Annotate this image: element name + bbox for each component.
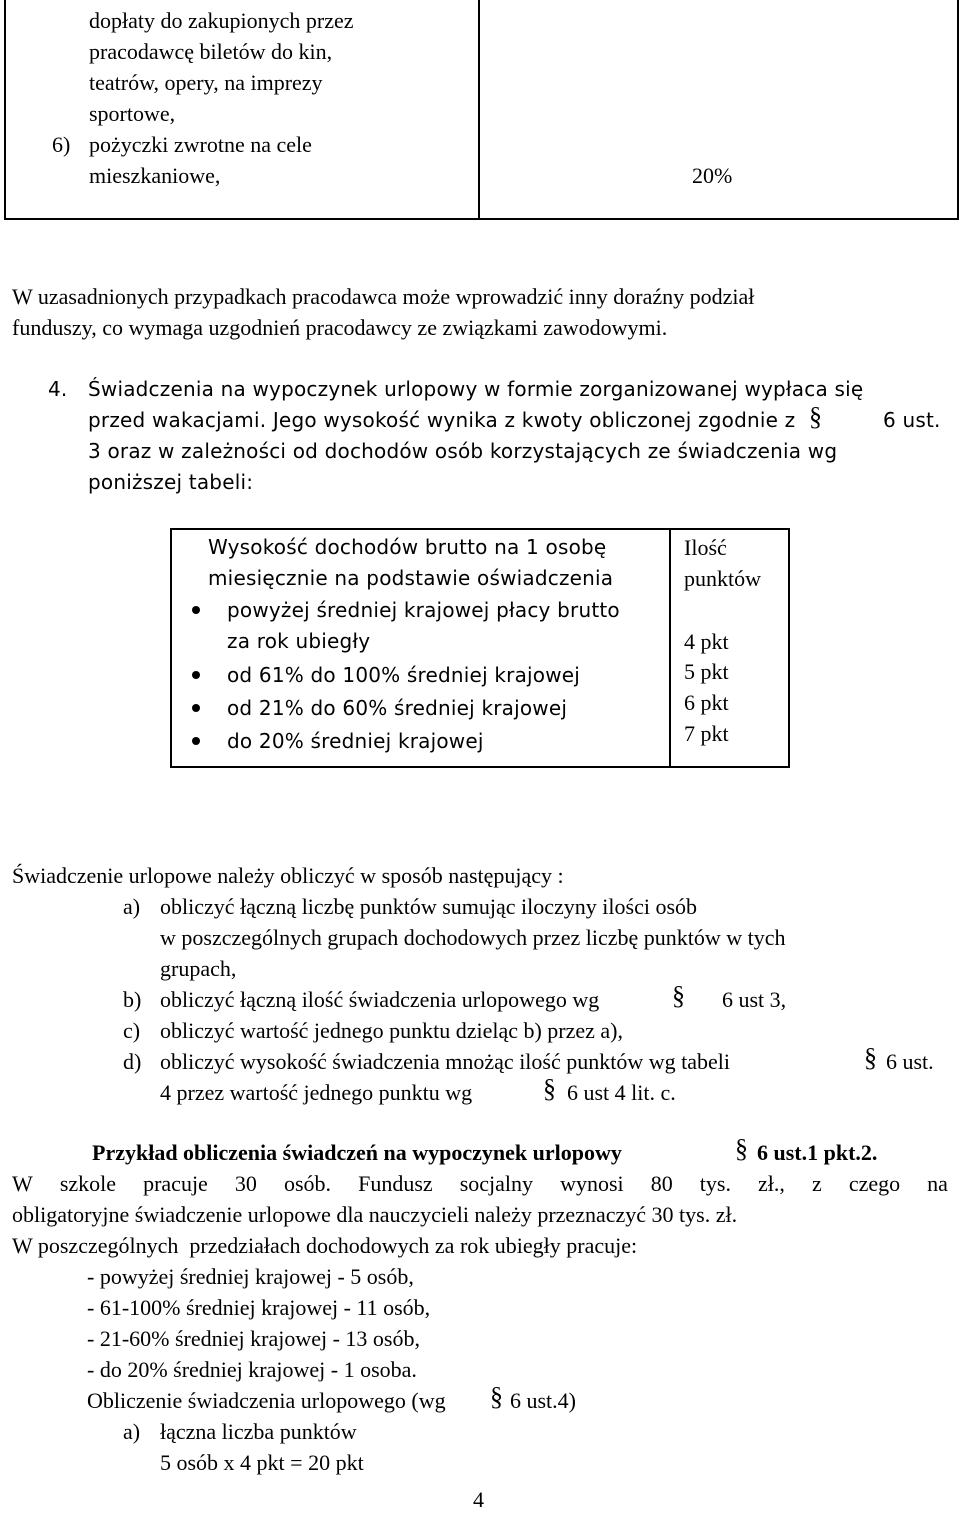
bullet-icon: [192, 606, 200, 614]
table-header-points: punktów: [684, 566, 761, 591]
income-row-points: 4 pkt: [684, 629, 729, 654]
table-header-income: miesięcznie na podstawie oświadczenia: [208, 566, 614, 590]
income-row-label: za rok ubiegły: [227, 629, 371, 653]
word: socjalny: [459, 1171, 534, 1196]
top-table-line: teatrów, opery, na imprezy: [89, 70, 323, 95]
top-table-line: pracodawcę biletów do kin,: [89, 39, 333, 64]
item-6-number: 6): [52, 132, 71, 157]
page-number: 4: [473, 1487, 484, 1512]
income-group: - 61-100% średniej krajowej - 11 osób,: [87, 1295, 431, 1320]
income-group: - powyżej średniej krajowej - 5 osób,: [87, 1264, 414, 1289]
calc-step-label: d): [123, 1049, 142, 1074]
calc-step-text: obliczyć łączną liczbę punktów sumując iloczyny ilości osób: [160, 894, 698, 919]
calc-step-label: a): [123, 1419, 141, 1444]
calc-step-text: obliczyć wartość jednego punktu dzieląc b) przez a),: [160, 1018, 624, 1043]
top-table-line: dopłaty do zakupionych przez: [89, 8, 354, 33]
calc-step-label: a): [123, 894, 141, 919]
income-row-points: 7 pkt: [684, 721, 729, 746]
calc-step-text: łączna liczba punktów: [160, 1419, 357, 1444]
calc-step-label: b): [123, 987, 142, 1012]
point-4-number: 4.: [48, 377, 68, 401]
calc-step-text: 6 ust 4 lit. c.: [567, 1080, 676, 1105]
income-row-label: powyżej średniej krajowej płacy brutto: [227, 598, 620, 622]
section-sign: §: [672, 981, 685, 1010]
table-header-points: Ilość: [684, 535, 727, 560]
point-4-line: 3 oraz w zależności od dochodów osób korzystających ze świadczenia wg: [88, 439, 838, 463]
bullet-icon: [192, 704, 200, 712]
calc-result: 5 osób x 4 pkt = 20 pkt: [160, 1450, 364, 1475]
income-row-points: 6 pkt: [684, 690, 729, 715]
paragraph-line: funduszy, co wymaga uzgodnień pracodawcy ze związkami zawodowymi.: [12, 315, 668, 340]
word: W: [12, 1171, 33, 1196]
example-line: obligatoryjne świadczenie urlopowe dla nauczycieli należy przeznaczyć 30 tys. zł.: [12, 1202, 738, 1227]
word: wynosi: [560, 1171, 624, 1196]
item-6-line: pożyczki zwrotne na cele: [89, 132, 312, 157]
word: zł.,: [758, 1171, 785, 1196]
calc-step-text: w poszczególnych grupach dochodowych przez liczbę punktów w tych: [160, 925, 786, 950]
calc-step-text: obliczyć łączną ilość świadczenia urlopowego wg: [160, 987, 600, 1012]
income-group: - do 20% średniej krajowej - 1 osoba.: [87, 1357, 417, 1382]
word: pracuje: [143, 1171, 208, 1196]
word: na: [927, 1171, 948, 1196]
income-row-label: do 20% średniej krajowej: [227, 729, 484, 753]
item-6-line: mieszkaniowe,: [89, 163, 221, 188]
example-title: 6 ust.1 pkt.2.: [757, 1140, 878, 1165]
calc-step-text: grupach,: [160, 956, 237, 981]
calc-step-text: 6 ust.: [886, 1049, 934, 1074]
section-sign: §: [864, 1043, 877, 1072]
word: czego: [848, 1171, 901, 1196]
calc-step-text: 4 przez wartość jednego punktu wg: [160, 1080, 473, 1105]
income-row-label: od 61% do 100% średniej krajowej: [227, 663, 581, 687]
section-sign: §: [543, 1074, 556, 1103]
word: Fundusz: [358, 1171, 433, 1196]
example-line-justified: [12, 1168, 948, 1199]
point-4-line: Świadczenia na wypoczynek urlopowy w formie zorganizowanej wypłaca się: [88, 377, 864, 401]
point-4-text: 6 ust.: [883, 408, 941, 432]
word: 80: [650, 1171, 673, 1196]
section-sign: §: [490, 1382, 503, 1411]
word: 30: [234, 1171, 257, 1196]
income-row-label: od 21% do 60% średniej krajowej: [227, 696, 568, 720]
word: tys.: [699, 1171, 731, 1196]
example-title: Przykład obliczenia świadczeń na wypoczynek urlopowy: [92, 1140, 622, 1165]
calc-step-label: c): [123, 1018, 141, 1043]
calc-title: 6 ust.4): [510, 1388, 576, 1413]
percent-value: 20%: [692, 163, 733, 188]
point-4-line: przed wakacjami. Jego wysokość wynika z kwoty obliczonej zgodnie z: [88, 408, 796, 432]
example-line: W poszczególnych przedziałach dochodowych za rok ubiegły pracuje:: [12, 1233, 638, 1258]
top-table-line: sportowe,: [89, 101, 176, 126]
income-row-points: 5 pkt: [684, 659, 729, 684]
bullet-icon: [192, 671, 200, 679]
calc-step-text: obliczyć wysokość świadczenia mnożąc ilość punktów wg tabeli: [160, 1049, 731, 1074]
paragraph-line: W uzasadnionych przypadkach pracodawca może wprowadzić inny doraźny podział: [12, 284, 755, 309]
table-header-income: Wysokość dochodów brutto na 1 osobę: [208, 535, 607, 559]
point-4-line: poniższej tabeli:: [88, 470, 254, 494]
income-points-table-divider: [669, 528, 671, 768]
calc-title: Obliczenie świadczenia urlopowego (wg: [87, 1388, 446, 1413]
income-group: - 21-60% średniej krajowej - 13 osób,: [87, 1326, 420, 1351]
word: z: [811, 1171, 822, 1196]
calc-intro: Świadczenie urlopowe należy obliczyć w sposób następujący :: [12, 863, 564, 888]
word: szkole: [59, 1171, 117, 1196]
top-table-divider: [478, 0, 480, 220]
section-sign: §: [735, 1134, 748, 1163]
calc-step-text: 6 ust 3,: [722, 987, 787, 1012]
section-sign: §: [809, 402, 822, 431]
bullet-icon: [192, 737, 200, 745]
word: osób.: [283, 1171, 332, 1196]
